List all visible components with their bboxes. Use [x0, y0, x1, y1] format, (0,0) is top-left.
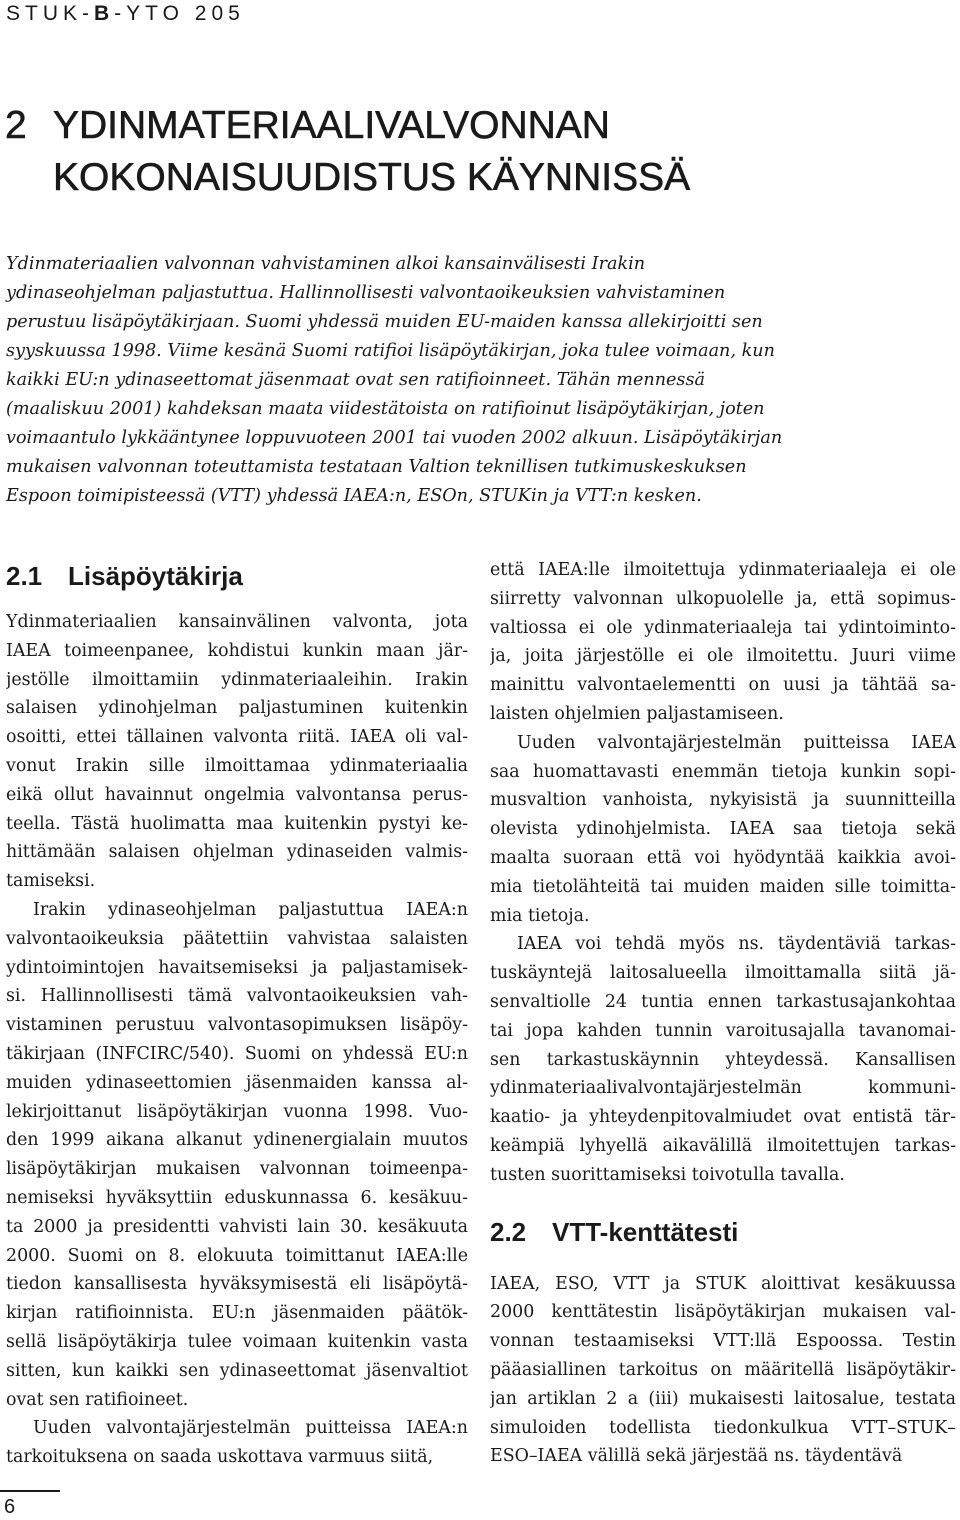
- paragraph: [6, 1414, 468, 1472]
- section-heading-2-1: [6, 556, 468, 596]
- text-line: ESO–IAEA välillä sekä järjestää ns. täydentävä: [490, 1446, 903, 1467]
- text-line: sitten, kun kaikki sen ydinaseettomat jäsenvaltiot: [6, 1360, 468, 1381]
- text-line: salaisen ydinohjelman paljastuminen kuitenkin: [6, 698, 468, 719]
- text-line: Uuden valvontajärjestelmän puitteissa IAEA:n: [33, 1418, 468, 1439]
- text-line: sen tarkastuskäynnin yhteydessä. Kansallisen: [490, 1049, 956, 1070]
- section-title: VTT-kenttätesti: [552, 1216, 739, 1247]
- text-line: ta 2000 ja presidentti vahvisti lain 30. kesäkuuta: [6, 1216, 468, 1237]
- text-line: jan artiklan 2 a (iii) mukaisesti laitosalue, testata: [490, 1388, 956, 1409]
- abstract-line: (maaliskuu 2001) kahdeksan maata viidestätoista on ratifioinut lisäpöytäkirjan, joten: [6, 399, 765, 419]
- text-line: senvaltiolle 24 tuntia ennen tarkastusajankohtaa: [490, 991, 956, 1012]
- text-line: tuskäyntejä laitosalueella ilmoittamalla siitä jä-: [490, 963, 956, 984]
- text-line: sellä lisäpöytäkirja tulee voimaan kuitenkin vasta: [6, 1331, 468, 1352]
- paragraph: [490, 729, 956, 931]
- text-line: tarkoituksena on saada uskottava varmuus siitä,: [6, 1447, 434, 1468]
- chapter-title-line1: YDINMATERIAALIVALVONNAN: [53, 104, 610, 147]
- left-column: [6, 556, 468, 1472]
- text-line: tiedon kansallisesta hyväksymisestä eli lisäpöytä-: [6, 1274, 468, 1295]
- chapter-title-line2: KOKONAISUUDISTUS KÄYNNISSÄ: [53, 156, 691, 199]
- text-line: vonnan testaamiseksi VTT:llä Espoossa. Testin: [490, 1331, 956, 1352]
- text-line: 2000. Suomi on 8. elokuuta toimittanut IAEA:lle: [6, 1245, 468, 1266]
- paragraph: [490, 556, 956, 729]
- text-line: kirjan ratifioinnista. EU:n jäsenmaiden päätök-: [6, 1303, 468, 1324]
- abstract-line: mukaisen valvonnan toteuttamista testataan Valtion teknillisen tutkimuskeskuksen: [6, 457, 747, 477]
- text-line: 2000 kenttätestin lisäpöytäkirjan mukaisen val-: [490, 1302, 956, 1323]
- right-column: [490, 556, 956, 1471]
- abstract-line: Espoon toimipisteessä (VTT) yhdessä IAEA:n, ESOn, STUKin ja VTT:n kesken.: [6, 486, 702, 506]
- text-line: IAEA, ESO, VTT ja STUK aloittivat kesäkuussa: [490, 1273, 956, 1294]
- text-line: IAEA voi tehdä myös ns. täydentäviä tarkas-: [517, 934, 956, 955]
- text-line: ydintoimintojen havaitsemiseksi ja paljastamisek-: [6, 957, 468, 978]
- running-header-suffix: -YTO 205: [114, 2, 245, 25]
- text-line: nemiseksi hyväksyttiin eduskunnassa 6. kesäkuu-: [6, 1187, 468, 1208]
- text-line: Uuden valvontajärjestelmän puitteissa IAEA: [517, 732, 956, 753]
- text-line: lekirjoittanut lisäpöytäkirjan vuonna 1998. Vuo-: [6, 1101, 468, 1122]
- text-line: teella. Tästä huolimatta maa kuitenkin pystyi ke-: [6, 813, 468, 834]
- text-line: osoitti, ettei tällainen valvonta riitä. IAEA oli val-: [6, 727, 468, 748]
- text-line: mainittu valvontaelementti on uusi ja tähtää sa-: [490, 675, 956, 696]
- text-line: ydinmateriaalivalvontajärjestelmän kommuni-: [490, 1078, 956, 1099]
- abstract-line: perustuu lisäpöytäkirjaan. Suomi yhdessä muiden EU-maiden kanssa allekirjoitti sen: [6, 312, 763, 332]
- section-heading-2-2: [490, 1212, 956, 1252]
- paragraph: [490, 930, 956, 1189]
- text-line: tusten suorittamiseksi toivotulla tavalla.: [490, 1164, 845, 1185]
- text-line: simuloiden todellista tiedonkulkua VTT–STUK–: [490, 1417, 956, 1438]
- text-line: tai jopa kahden tunnin varoitusajalla tavanomai-: [490, 1020, 956, 1041]
- text-line: tamiseksi.: [6, 871, 96, 892]
- text-line: täkirjaan (INFCIRC/540). Suomi on yhdessä EU:n: [6, 1043, 468, 1064]
- text-line: pääasiallinen tarkoitus on määritellä lisäpöytäkir-: [490, 1359, 956, 1380]
- text-line: eikä ollut havainnut ongelmia valvontansa perus-: [6, 784, 468, 805]
- text-line: den 1999 aikana alkanut ydinenergialain muutos: [6, 1130, 468, 1151]
- right-column-body-bottom: [490, 1270, 956, 1472]
- text-line: ovat sen ratifioineet.: [6, 1389, 189, 1410]
- text-line: maalta suoraan että voi hyödyntää kaikkia avoi-: [490, 847, 956, 868]
- text-line: valvontaoikeuksia päätettiin vahvistaa salaisten: [6, 928, 468, 949]
- text-line: kaatio- ja yhteydenpitovalmiudet ovat entistä tär-: [490, 1107, 956, 1128]
- text-line: mia tietoja.: [490, 905, 590, 926]
- abstract-line: Ydinmateriaalien valvonnan vahvistaminen alkoi kansainvälisesti Irakin: [6, 254, 646, 274]
- running-header-letter: B: [94, 2, 115, 25]
- text-line: jestölle ilmoittamiin ydinmateriaaleihin. Irakin: [6, 669, 468, 690]
- chapter-title: [5, 100, 690, 204]
- paragraph: [6, 896, 468, 1414]
- text-line: valtiossa ei ole ydinmateriaaleja tai ydintoiminto-: [490, 617, 956, 638]
- text-line: ja, joita järjestölle ei ole ilmoitettu. Juuri viime: [490, 646, 956, 667]
- chapter-abstract: [6, 250, 812, 511]
- text-line: keämpiä lyhyellä aikavälillä ilmoitettujen tarkas-: [490, 1135, 956, 1156]
- text-line: vistaminen perustuu valvontasopimuksen lisäpöy-: [6, 1015, 468, 1036]
- text-line: Irakin ydinaseohjelman paljastuttua IAEA:n: [33, 899, 468, 920]
- text-line: IAEA toimeenpanee, kohdistui kunkin maan jär-: [6, 640, 468, 661]
- section-number: 2.1: [6, 561, 43, 591]
- text-line: muiden ydinaseettomien jäsenmaiden kanssa al-: [6, 1072, 468, 1093]
- paragraph: [6, 608, 468, 896]
- abstract-line: kaikki EU:n ydinaseettomat jäsenmaat ovat sen ratifioinneet. Tähän mennessä: [6, 370, 705, 390]
- abstract-line: syyskuussa 1998. Viime kesänä Suomi ratifioi lisäpöytäkirjan, joka tulee voimaan, kun: [6, 341, 775, 361]
- right-column-body-top: [490, 556, 956, 1190]
- running-header-prefix: STUK-: [6, 2, 94, 25]
- section-title: Lisäpöytäkirja: [68, 561, 243, 591]
- chapter-number: 2: [5, 104, 27, 147]
- footer-rule: [0, 1490, 60, 1492]
- page-number: 6: [4, 1496, 16, 1518]
- abstract-line: voimaantulo lykkääntynee loppuvuoteen 2001 tai vuoden 2002 alkuun. Lisäpöytäkirjan: [6, 428, 783, 448]
- text-line: hittämään salaisen ohjelman ydinaseiden valmis-: [6, 842, 468, 863]
- text-line: lisäpöytäkirjan mukaisen valvonnan toimeenpa-: [6, 1159, 468, 1180]
- section-number: 2.2: [490, 1216, 527, 1247]
- text-line: laisten ohjelmien paljastamiseen.: [490, 703, 784, 724]
- text-line: Ydinmateriaalien kansainvälinen valvonta, jota: [6, 612, 468, 632]
- running-header: [6, 2, 245, 26]
- text-line: si. Hallinnollisesti tämä valvontaoikeuksien vah-: [6, 986, 468, 1007]
- abstract-line: ydinaseohjelman paljastuttua. Hallinnollisesti valvontaoikeuksien vahvistaminen: [6, 283, 726, 303]
- text-line: saa huomattavasti enemmän tietoja kunkin sopi-: [490, 761, 956, 782]
- text-line: olevista ydinohjelmista. IAEA saa tietoja sekä: [490, 819, 956, 840]
- text-line: siirretty valvonnan ulkopuolelle ja, että sopimus-: [490, 588, 956, 609]
- paragraph: [490, 1270, 956, 1472]
- left-column-body: [6, 608, 468, 1472]
- text-line: mia tietolähteitä tai muiden maiden sille toimitta-: [490, 876, 956, 897]
- text-line: vonut Irakin sille ilmoittamaa ydinmateriaalia: [6, 755, 468, 776]
- text-line: musvaltion vanhoista, nykyisistä ja suunnitteilla: [490, 790, 956, 811]
- text-line: että IAEA:lle ilmoitettuja ydinmateriaaleja ei ole: [490, 560, 956, 580]
